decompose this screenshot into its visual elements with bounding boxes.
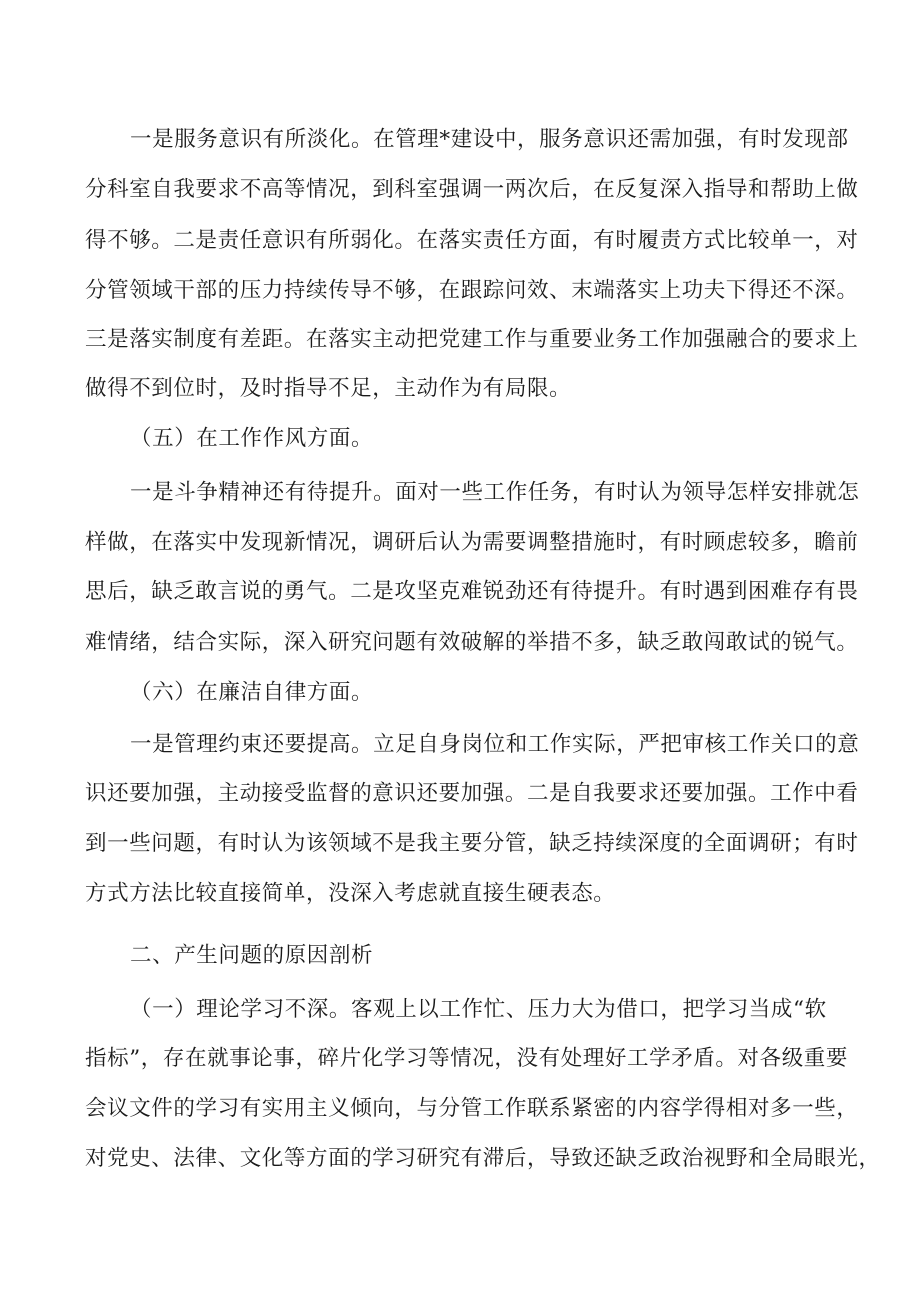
section-heading: 二、产生问题的原因剖析 — [130, 943, 374, 968]
section-heading: （五）在工作作风方面。 — [130, 426, 374, 451]
paragraph-line: 样做，在落实中发现新情况，调研后认为需要调整措施时，有时顾虑较多，瞻前 — [85, 530, 859, 555]
paragraph-line: 做得不到位时，及时指导不足，主动作为有局限。 — [85, 376, 572, 401]
paragraph-line: （一）理论学习不深。客观上以工作忙、压力大为借口，把学习当成“软 — [130, 997, 827, 1022]
paragraph-line: 一是管理约束还要提高。立足自身岗位和工作实际，严把审核工作关口的意 — [130, 732, 860, 757]
paragraph-line: 方式方法比较直接简单，没深入考虑就直接生硬表态。 — [85, 881, 616, 906]
paragraph-line: 得不够。二是责任意识有所弱化。在落实责任方面，有时履责方式比较单一，对 — [85, 228, 859, 253]
paragraph-line: 分科室自我要求不高等情况，到科室强调一两次后，在反复深入指导和帮助上做 — [85, 177, 859, 202]
paragraph-line: 难情绪，结合实际，深入研究问题有效破解的举措不多，缺乏敢闯敢试的锐气。 — [85, 630, 859, 655]
paragraph-line: 会议文件的学习有实用主义倾向，与分管工作联系紧密的内容学得相对多一些， — [85, 1096, 859, 1121]
paragraph-line: 分管领域干部的压力持续传导不够，在跟踪问效、末端落实上功夫下得还不深。 — [85, 278, 859, 303]
paragraph-line: 一是斗争精神还有待提升。面对一些工作任务，有时认为领导怎样安排就怎 — [130, 480, 860, 505]
paragraph-line: 识还要加强，主动接受监督的意识还要加强。二是自我要求还要加强。工作中看 — [85, 781, 859, 806]
paragraph-line: 思后，缺乏敢言说的勇气。二是攻坚克难锐劲还有待提升。有时遇到困难存有畏 — [85, 579, 859, 604]
paragraph-line: 一是服务意识有所淡化。在管理*建设中，服务意识还需加强，有时发现部 — [130, 127, 849, 152]
paragraph-line: 指标”，存在就事论事，碎片化学习等情况，没有处理好工学矛盾。对各级重要 — [85, 1046, 848, 1071]
section-heading: （六）在廉洁自律方面。 — [130, 680, 374, 705]
paragraph-line: 对党史、法律、文化等方面的学习研究有滞后，导致还缺乏政治视野和全局眼光， — [85, 1146, 881, 1171]
paragraph-line: 三是落实制度有差距。在落实主动把党建工作与重要业务工作加强融合的要求上 — [85, 327, 859, 352]
paragraph-line: 到一些问题，有时认为该领域不是我主要分管，缺乏持续深度的全面调研；有时 — [85, 831, 859, 856]
